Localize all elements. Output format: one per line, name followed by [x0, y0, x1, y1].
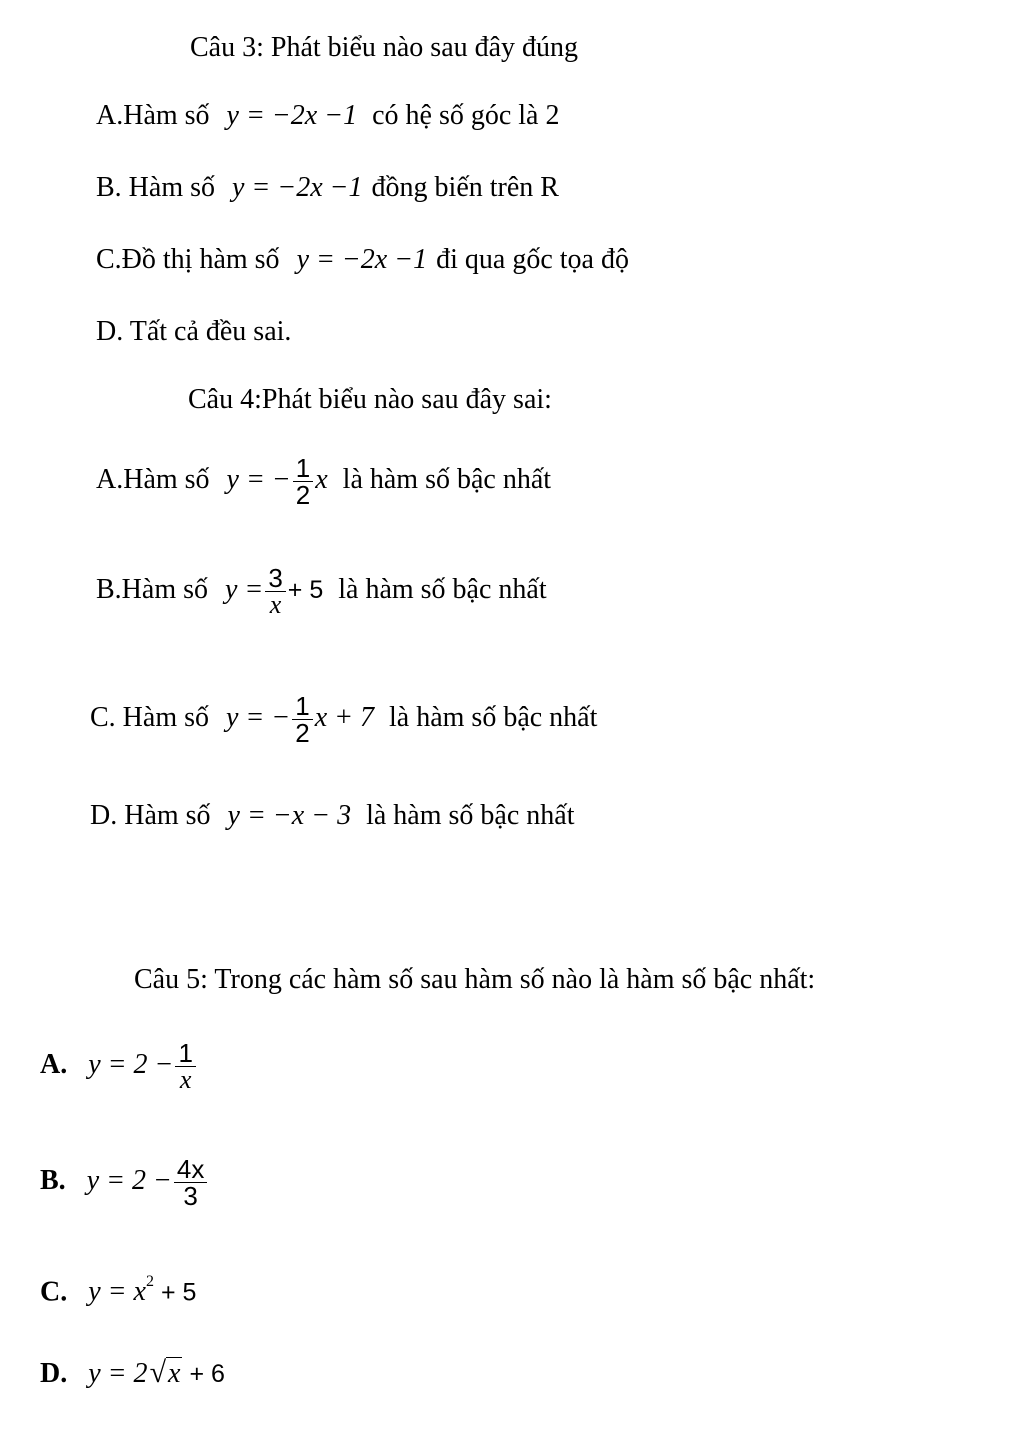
q5-option-a — [40, 1040, 198, 1093]
q5-c-lhs: y = x — [88, 1276, 146, 1308]
q3-c-prefix: C.Đồ thị hàm số — [96, 244, 280, 275]
q3-a-expr: y = −2x −1 — [226, 100, 358, 131]
q5-option-b — [40, 1156, 209, 1209]
q4-a-suffix: là hàm số bậc nhất — [342, 463, 552, 495]
q4-a-denominator: 2 — [293, 481, 313, 508]
q4-c-numerator: 1 — [295, 691, 310, 721]
q4-c-denominator: 2 — [292, 719, 312, 746]
q5-c-label: C. — [40, 1276, 68, 1308]
q4-c-rhs: x + 7 — [314, 701, 375, 733]
q5-d-label: D. — [40, 1358, 68, 1389]
q4-a-numerator: 1 — [295, 453, 311, 483]
q3-option-d: D. Tất cả đều sai. — [96, 316, 292, 347]
q4-c-fraction — [292, 693, 312, 746]
q4-b-denominator: x — [265, 591, 285, 618]
q4-c-suffix: là hàm số bậc nhất — [389, 701, 598, 733]
q5-option-c — [40, 1273, 197, 1308]
q4-option-c — [90, 693, 597, 746]
q5-c-exponent: 2 — [145, 1273, 154, 1290]
q3-a-prefix: A.Hàm số — [96, 100, 210, 131]
q4-option-d — [90, 802, 574, 830]
q5-d-sqrt — [148, 1358, 183, 1388]
q4-d-suffix: là hàm số bậc nhất — [366, 800, 575, 831]
q4-c-lhs: y = − — [226, 701, 291, 733]
q5-a-fraction — [175, 1040, 195, 1093]
q3-title: Câu 3: Phát biểu nào sau đây đúng — [190, 32, 579, 63]
q5-option-d — [40, 1358, 225, 1388]
q4-b-fraction — [265, 565, 285, 618]
q4-a-lhs: y = − — [226, 463, 291, 495]
q3-c-suffix: đi qua gốc tọa độ — [436, 244, 629, 275]
q4-b-lhs: y = — [225, 573, 264, 605]
q4-b-suffix: là hàm số bậc nhất — [338, 573, 547, 605]
q5-d-radicand: x — [168, 1358, 181, 1389]
q4-option-a — [96, 455, 551, 508]
q4-b-prefix: B.Hàm số — [96, 573, 208, 605]
q4-title: Câu 4:Phát biểu nào sau đây sai: — [188, 384, 552, 415]
q5-a-numerator: 1 — [178, 1038, 193, 1068]
q5-a-lhs: y = 2 − — [88, 1048, 174, 1080]
q3-option-a — [96, 102, 559, 130]
q4-d-prefix: D. Hàm số — [90, 800, 211, 831]
q3-option-c — [96, 246, 629, 274]
q4-a-rhs: x — [315, 463, 328, 495]
q5-d-rhs: + 6 — [189, 1360, 225, 1388]
q5-d-lhs: y = 2 — [88, 1358, 148, 1389]
q3-option-b — [96, 174, 559, 202]
q4-a-fraction — [293, 455, 313, 508]
q5-title: Câu 5: Trong các hàm số sau hàm số nào là hàm số bậc nhất: — [134, 964, 816, 995]
q3-c-expr: y = −2x −1 — [296, 244, 428, 275]
q5-b-numerator: 4x — [176, 1154, 205, 1184]
q5-b-label: B. — [40, 1164, 66, 1196]
q4-b-rhs: + 5 — [287, 575, 324, 604]
sqrt-icon: √ — [149, 1356, 167, 1389]
q5-b-lhs: y = 2 − — [86, 1164, 172, 1196]
q5-b-fraction — [174, 1156, 207, 1209]
q5-a-label: A. — [40, 1048, 68, 1080]
q5-a-denominator: x — [175, 1066, 195, 1093]
q4-b-numerator: 3 — [268, 563, 283, 593]
q4-a-prefix: A.Hàm số — [96, 463, 210, 495]
q5-c-rhs: + 5 — [160, 1278, 197, 1307]
q3-b-prefix: B. Hàm số — [96, 172, 215, 203]
q4-c-prefix: C. Hàm số — [90, 701, 209, 733]
q3-b-suffix: đồng biến trên R — [371, 172, 559, 203]
q5-b-denominator: 3 — [174, 1182, 207, 1209]
q3-b-expr: y = −2x −1 — [232, 172, 363, 203]
q3-a-suffix: có hệ số góc là 2 — [372, 100, 560, 131]
q4-option-b — [96, 565, 547, 618]
q4-d-expr: y = −x − 3 — [227, 800, 352, 831]
